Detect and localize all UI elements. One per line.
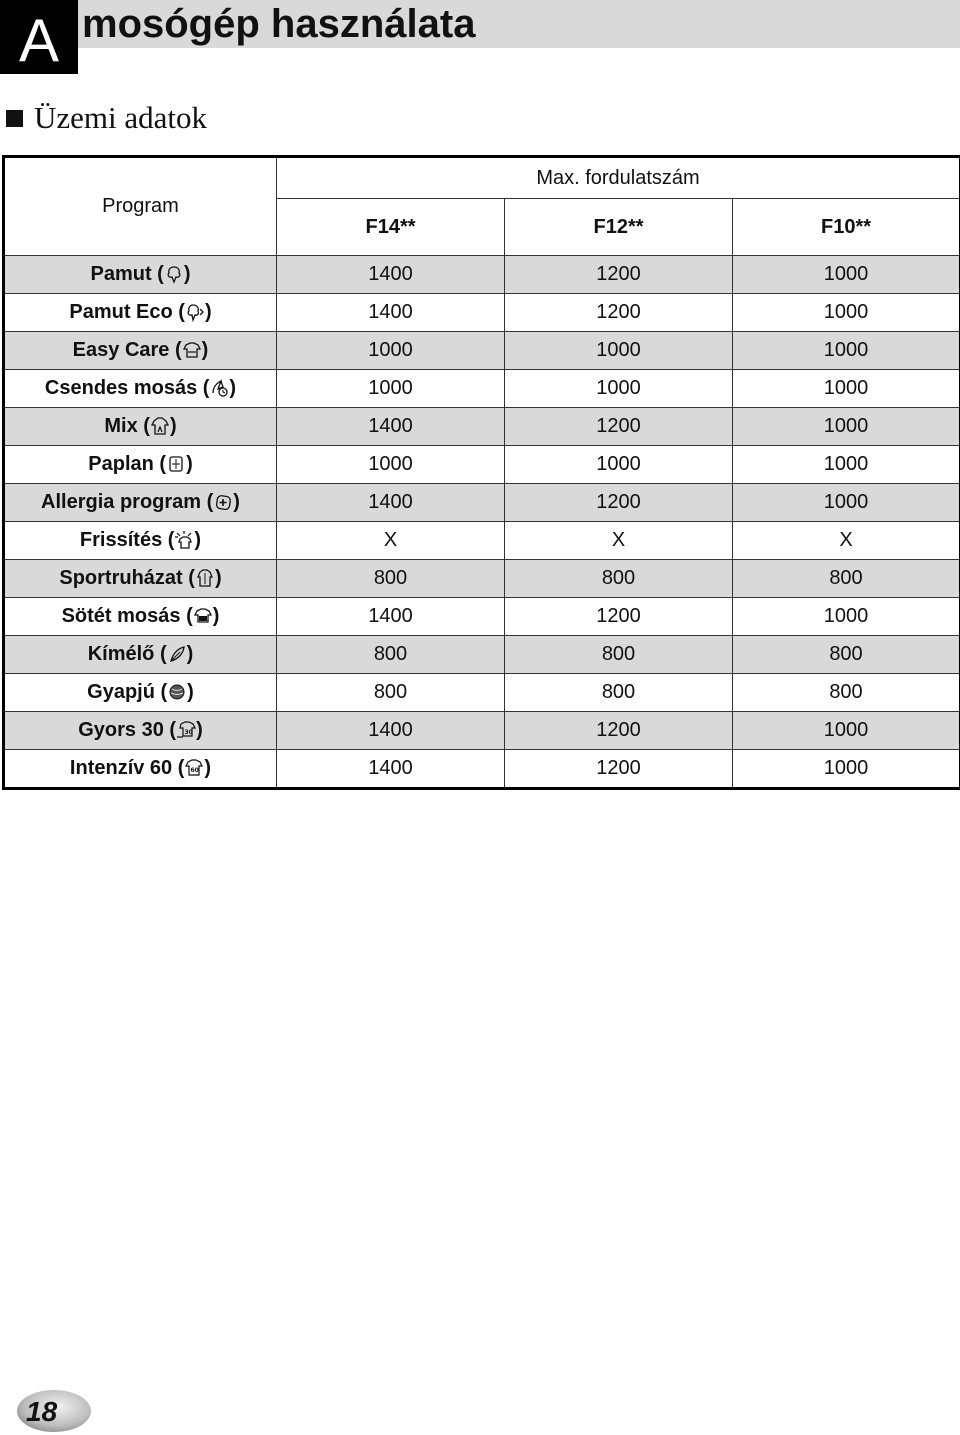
spin-value-cell: 1200 [505,598,733,636]
spin-value-cell: 1400 [277,598,505,636]
table-row [4,560,960,598]
program-cell: Sportruházat ( ) [4,560,277,598]
model-header: F14** [277,199,505,256]
program-name: Pamut [90,263,152,285]
table-row [4,636,960,674]
dark-wash-icon [193,606,213,626]
spin-value-cell: 1400 [277,712,505,750]
program-cell: Paplan ( ) [4,446,277,484]
spin-value-cell: 1000 [505,370,733,408]
table-row [4,256,960,294]
table-row [4,750,960,789]
spin-value-cell: 1200 [505,408,733,446]
spin-value-cell: 1000 [505,446,733,484]
program-column-header: Program [4,157,277,256]
program-name: Kímélő [87,643,155,665]
cotton-eco-icon [185,302,205,322]
program-name: Intenzív 60 [69,757,173,779]
spin-value-cell: 800 [505,560,733,598]
spin-value-cell: X [505,522,733,560]
wool-icon [167,682,187,702]
spin-value-cell: 1200 [505,484,733,522]
duvet-icon [166,454,186,474]
spin-value-cell: 1400 [277,256,505,294]
cotton-icon [164,264,184,284]
table-row [4,332,960,370]
section-heading [6,98,207,138]
spin-value-cell: X [733,522,960,560]
spin-value-cell: 1200 [505,256,733,294]
program-cell: Mix ( ) [4,408,277,446]
spin-value-cell: 1000 [277,446,505,484]
program-cell: Pamut Eco ( ) [4,294,277,332]
program-name: Easy Care [72,339,170,361]
program-name: Frissítés [79,529,163,551]
spin-value-cell: 1000 [733,370,960,408]
program-cell: Frissítés ( ) [4,522,277,560]
mix-shirt-icon [150,416,170,436]
page-number: 18 [26,1396,58,1427]
program-name: Allergia program [41,491,202,513]
page-title: mosógép használata [82,2,476,46]
square-bullet-icon [6,110,23,127]
quick-30-icon [176,720,196,740]
spin-value-cell: 800 [733,674,960,712]
table-row [4,484,960,522]
spin-value-cell: 800 [277,674,505,712]
spin-value-cell: 1200 [505,750,733,789]
spin-value-cell: 1400 [277,750,505,789]
program-cell: Sötét mosás ( ) [4,598,277,636]
spin-value-cell: 800 [505,674,733,712]
spin-speed-table [2,155,960,790]
table-row [4,712,960,750]
spin-value-cell: 1000 [733,256,960,294]
program-name: Paplan [88,453,154,475]
program-cell: Pamut ( ) [4,256,277,294]
spin-value-cell: 1000 [733,598,960,636]
spin-value-cell: 1000 [733,332,960,370]
spin-value-cell: 1000 [733,408,960,446]
program-name: Csendes mosás [44,377,198,399]
table-row [4,598,960,636]
spin-value-cell: 1400 [277,484,505,522]
sportswear-icon [195,568,215,588]
spin-value-cell: 800 [277,636,505,674]
model-header: F12** [505,199,733,256]
spin-value-cell: 800 [277,560,505,598]
model-header: F10** [733,199,960,256]
section-title: Üzemi adatok [34,100,208,135]
spin-value-cell: 1000 [733,750,960,789]
refresh-shirt-icon [174,530,194,550]
spin-value-cell: 800 [733,560,960,598]
spin-value-cell: 1000 [277,370,505,408]
svg-text:60: 60 [190,767,200,774]
allergy-cross-icon [213,492,233,512]
program-name: Sportruházat [59,567,183,589]
spin-value-cell: 800 [505,636,733,674]
spin-value-cell: 1400 [277,294,505,332]
spin-value-cell: X [277,522,505,560]
chapter-letter: A [0,0,78,74]
program-cell: Allergia program ( ) [4,484,277,522]
spin-value-cell: 1000 [733,294,960,332]
program-name: Gyapjú [87,681,155,703]
spin-value-cell: 1000 [733,446,960,484]
spin-value-cell: 1000 [733,484,960,522]
program-cell: Kímélő ( ) [4,636,277,674]
table-row [4,370,960,408]
program-cell: Intenzív 60 ( 60 ) [4,750,277,789]
spin-value-cell: 1000 [277,332,505,370]
intensive-60-icon [184,758,204,778]
spin-value-cell: 1200 [505,294,733,332]
table-row [4,294,960,332]
spin-value-cell: 1200 [505,712,733,750]
table-row [4,446,960,484]
program-name: Mix [104,415,138,437]
spin-value-cell: 800 [733,636,960,674]
program-cell: Easy Care ( ) [4,332,277,370]
program-name: Gyors 30 [78,719,164,741]
table-row [4,522,960,560]
quiet-wash-icon [209,378,229,398]
spin-value-cell: 1000 [505,332,733,370]
program-name: Pamut Eco [69,301,173,323]
max-spin-header: Max. fordulatszám [277,157,960,199]
easy-care-shirt-icon [182,340,202,360]
table-row [4,674,960,712]
program-name: Sötét mosás [61,605,181,627]
table-row [4,408,960,446]
program-cell: Csendes mosás ( ) [4,370,277,408]
program-cell: Gyapjú ( ) [4,674,277,712]
spin-value-cell: 1400 [277,408,505,446]
svg-text:30: 30 [184,729,193,736]
delicate-feather-icon [167,644,187,664]
program-cell: Gyors 30 ( 30 ) [4,712,277,750]
spin-value-cell: 1000 [733,712,960,750]
